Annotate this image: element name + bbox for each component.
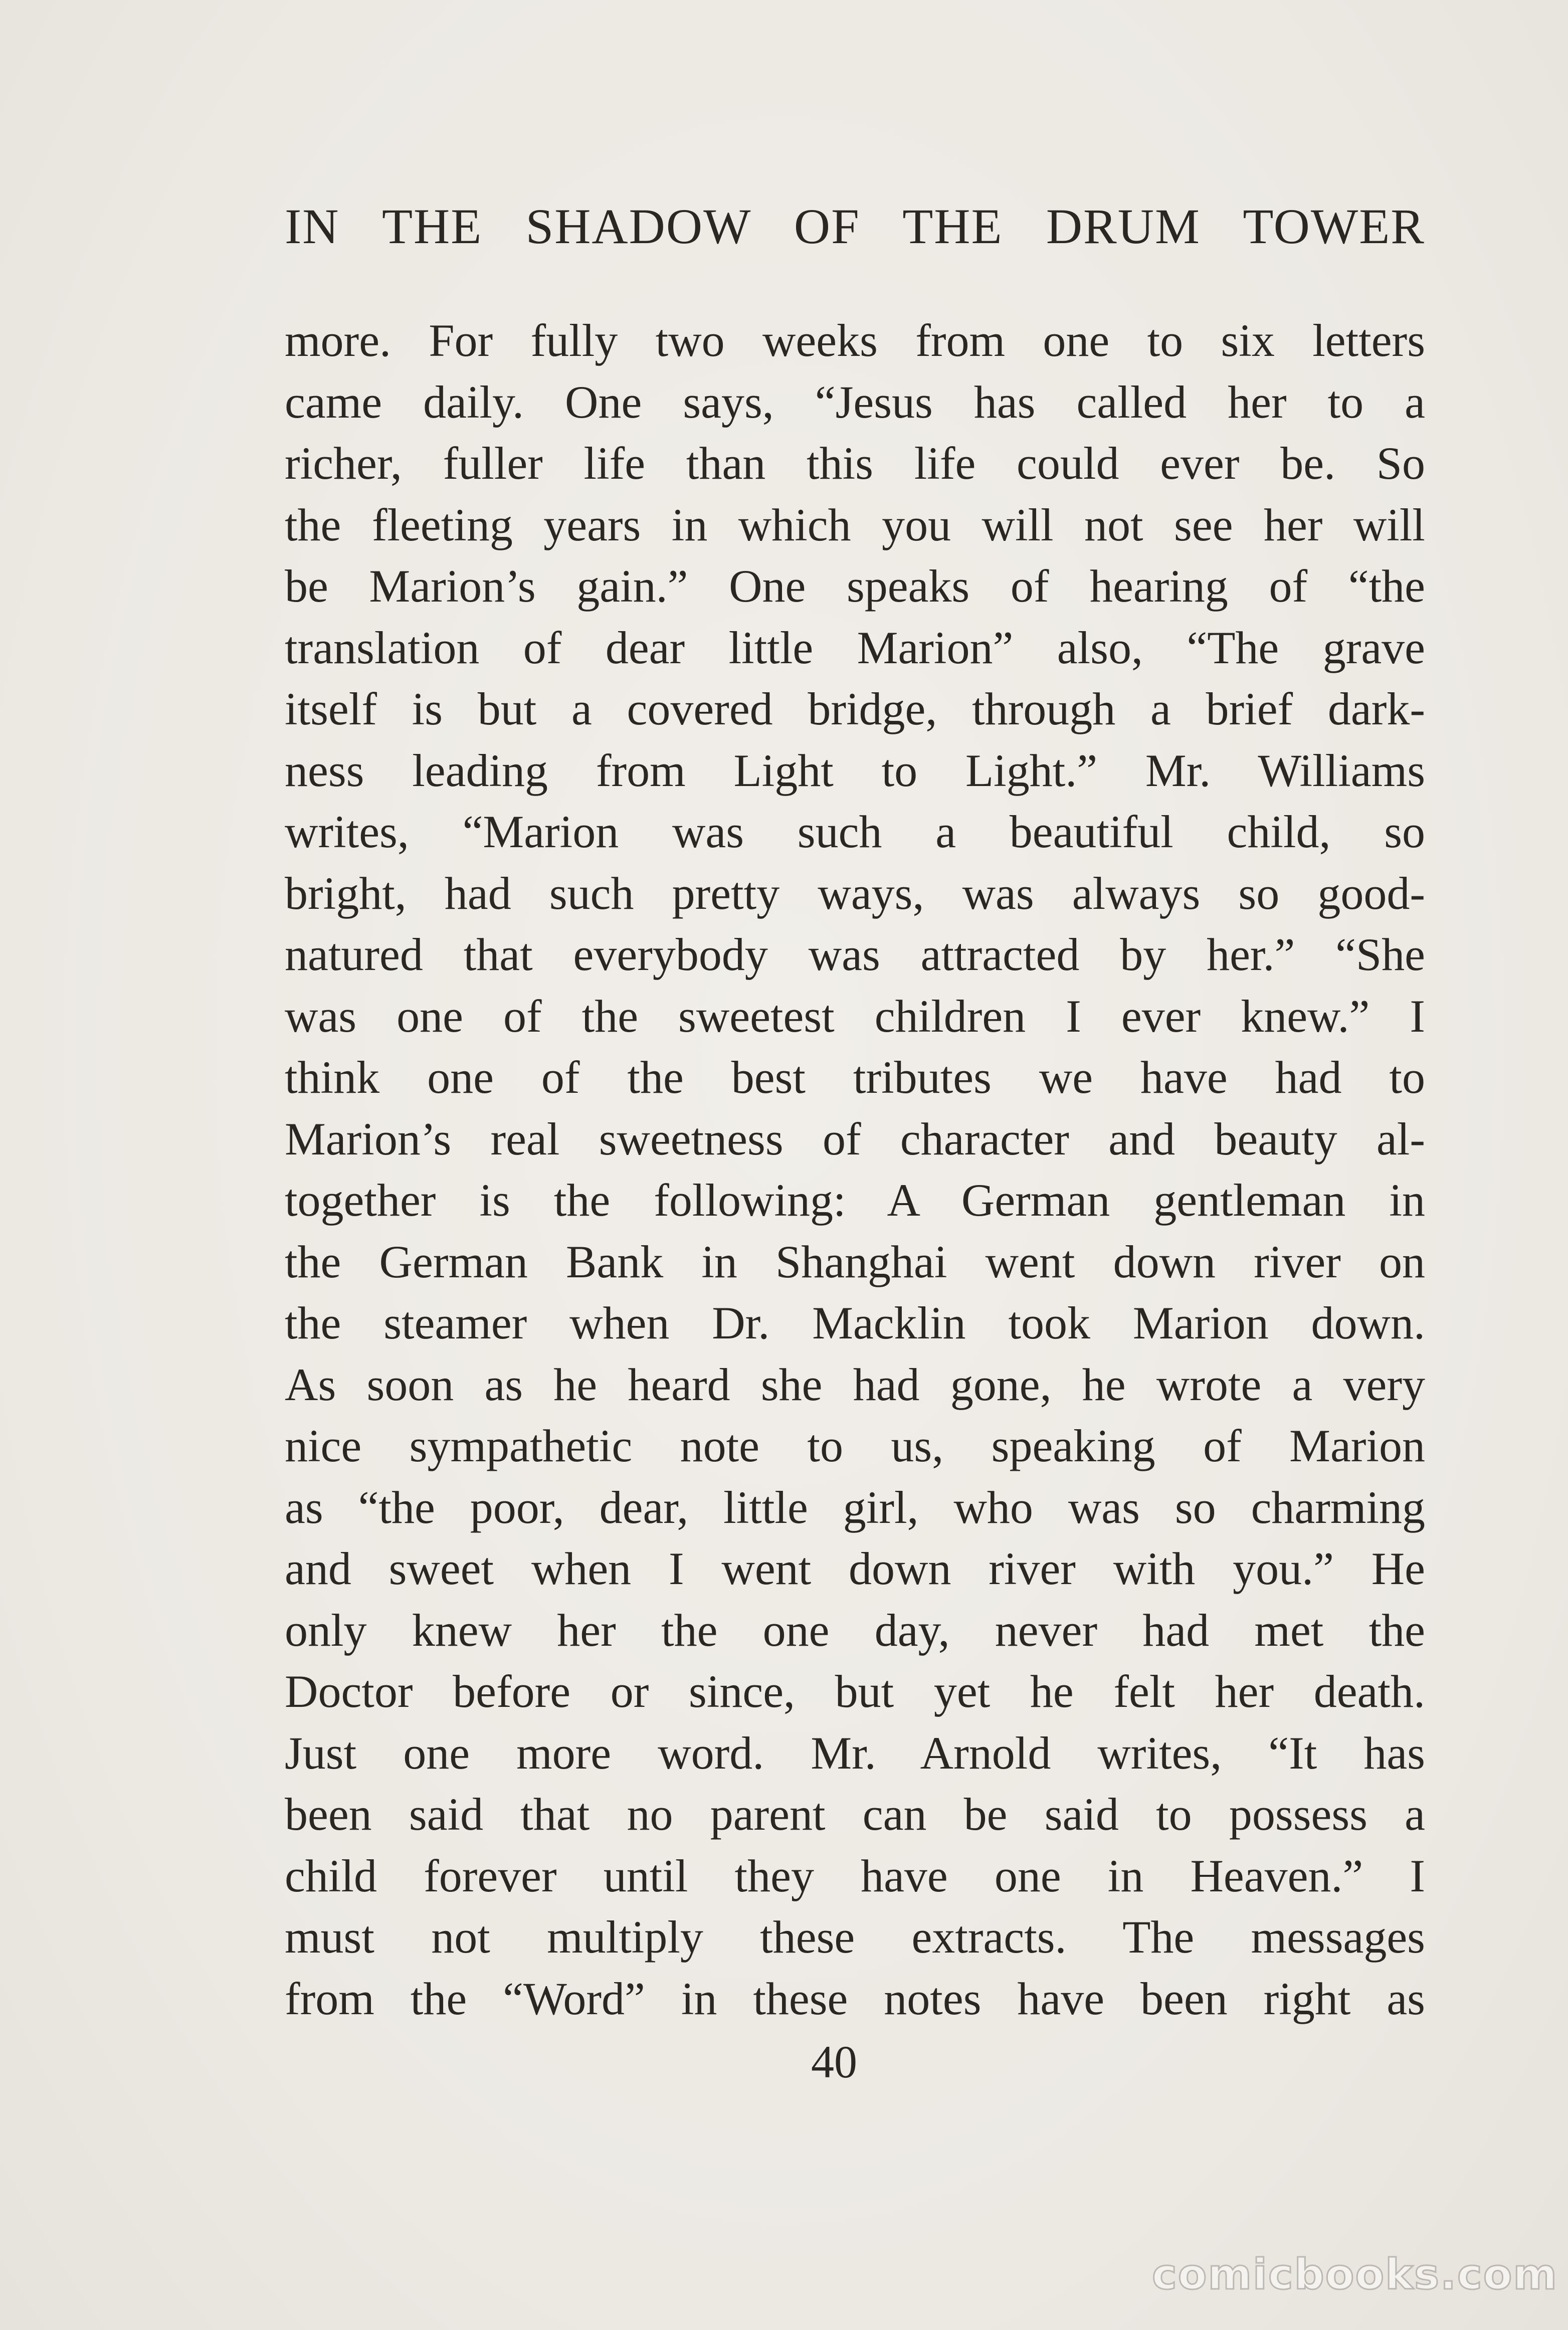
text-line: writes, “Marion was such a beautiful child, so — [285, 806, 1425, 857]
text-line: think one of the best tributes we have had to — [285, 1052, 1425, 1103]
text-line: Marion’s real sweetness of character and beauty al- — [285, 1113, 1425, 1164]
text-line: As soon as he heard she had gone, he wrote a very — [285, 1358, 1425, 1410]
text-line: the steamer when Dr. Macklin took Marion down. — [285, 1297, 1425, 1348]
text-line: nice sympathetic note to us, speaking of Marion — [285, 1420, 1425, 1471]
text-line: itself is but a covered bridge, through a brief dark- — [285, 683, 1425, 734]
text-line: natured that everybody was attracted by her.” “She — [285, 929, 1425, 980]
running-head: IN THE SHADOW OF THE DRUM TOWER — [285, 199, 1425, 254]
text-line: the fleeting years in which you will not see her will — [285, 499, 1425, 550]
text-line: from the “Word” in these notes have been right as — [285, 1973, 1425, 2024]
text-line: be Marion’s gain.” One speaks of hearing of “the — [285, 560, 1425, 612]
watermark: comicbooks.com — [1152, 2250, 1558, 2299]
text-line: richer, fuller life than this life could ever be. So — [285, 438, 1425, 489]
text-line: as “the poor, dear, little girl, who was so charming — [285, 1481, 1425, 1533]
text-line: translation of dear little Marion” also, “The grave — [285, 622, 1425, 673]
text-line: child forever until they have one in Heaven.” I — [285, 1850, 1425, 1901]
text-line: together is the following: A German gentleman in — [285, 1175, 1425, 1226]
body-text — [285, 310, 1425, 2029]
text-line: bright, had such pretty ways, was always so good- — [285, 867, 1425, 919]
text-line: and sweet when I went down river with you.” He — [285, 1543, 1425, 1594]
text-line: Just one more word. Mr. Arnold writes, “It has — [285, 1727, 1425, 1779]
text-line: must not multiply these extracts. The messages — [285, 1911, 1425, 1963]
text-line: more. For fully two weeks from one to six letters — [285, 315, 1425, 366]
text-line: Doctor before or since, but yet he felt her death. — [285, 1666, 1425, 1717]
text-line: was one of the sweetest children I ever knew.” I — [285, 990, 1425, 1042]
text-line: the German Bank in Shanghai went down river on — [285, 1236, 1425, 1287]
page-number: 40 — [811, 2036, 857, 2087]
text-line: ness leading from Light to Light.” Mr. Williams — [285, 744, 1425, 796]
text-line: only knew her the one day, never had met the — [285, 1604, 1425, 1656]
text-line: been said that no parent can be said to possess a — [285, 1789, 1425, 1840]
text-line: came daily. One says, “Jesus has called her to a — [285, 376, 1425, 428]
